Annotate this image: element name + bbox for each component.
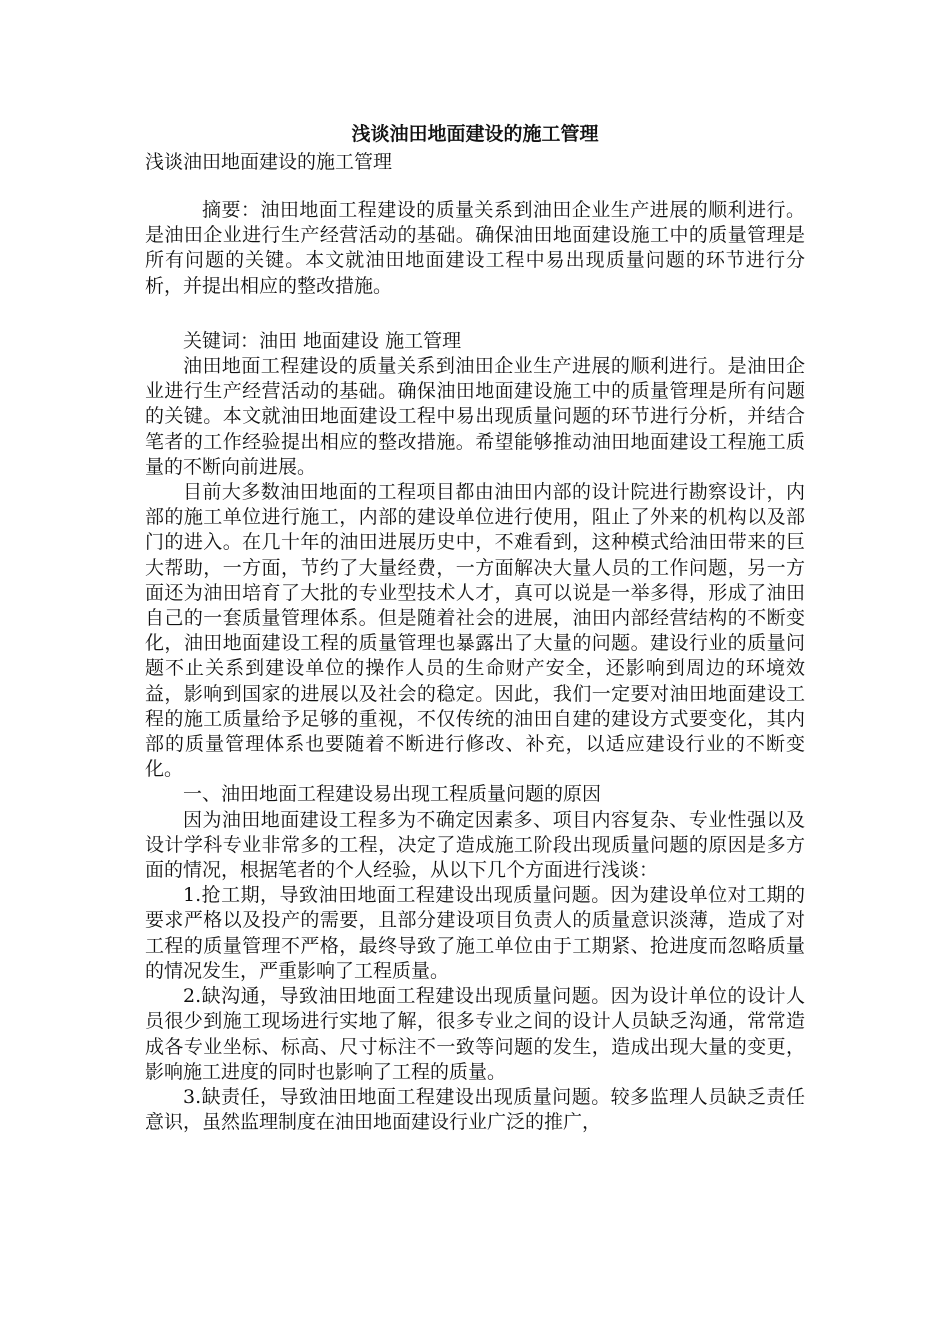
body-paragraph-background: 目前大多数油田地面的工程项目都由油田内部的设计院进行勘察设计，内部的施工单位进行施工，内部的建设单位进行使用，阻止了外来的机构以及部门的进入。在几十年的油田进展历史中，不难看到，这种模式给油田带来的巨大帮助，一方面，节约了大量经费，一方面解决大量人员的工作问题，另一方面还为油田培育了大批的专业型技术人才，真可以说是一举多得，形成了油田自己的一套质量管理体系。但是随着社会的进展，油田内部经营结构的不断变化，油田地面建设工程的质量管理也暴露出了大量的问题。建设行业的质量问题不止关系到建设单位的操作人员的生命财产安全，还影响到周边的环境效益，影响到国家的进展以及社会的稳定。因此，我们一定要对油田地面建设工程的施工质量给予足够的重视，不仅传统的油田自建的建设方式要变化，其内部的质量管理体系也要随着不断进行修改、补充，以适应建设行业的不断变化。 [145,481,805,781]
body-paragraph-causes: 因为油田地面建设工程多为不确定因素多、项目内容复杂、专业性强以及设计学科专业非常多的工程，决定了造成施工阶段出现质量问题的原因是多方面的情况，根据笔者的个人经验，从以下几个方面进行浅谈： [145,808,805,882]
body-paragraph-intro: 油田地面工程建设的质量关系到油田企业生产进展的顺利进行。是油田企业进行生产经营活动的基础。确保油田地面建设施工中的质量管理是所有问题的关键。本文就油田地面建设工程中易出现质量问题的环节进行分析，并结合笔者的工作经验提出相应的整改措施。希望能够推动油田地面建设工程施工质量的不断向前进展。 [145,355,805,478]
list-item-1: 1.抢工期，导致油田地面工程建设出现质量问题。因为建设单位对工期的要求严格以及投产的需要，且部分建设项目负责人的质量意识淡薄，造成了对工程的质量管理不严格，最终导致了施工单位由于工期紧、抢进度而忽略质量的情况发生，严重影响了工程质量。 [145,884,805,982]
document-subtitle: 浅谈油田地面建设的施工管理 [145,151,393,173]
document-title: 浅谈油田地面建设的施工管理 [351,123,599,145]
document-page [145,120,805,1135]
section-heading-1: 一、油田地面工程建设易出现工程质量问题的原因 [183,783,602,806]
keywords-line: 关键词：油田 地面建设 施工管理 [183,329,462,352]
list-item-3: 3.缺责任，导致油田地面工程建设出现质量问题。较多监理人员缺乏责任意识，虽然监理制度在油田地面建设行业广泛的推广， [145,1085,805,1134]
list-item-2: 2.缺沟通，导致油田地面工程建设出现质量问题。因为设计单位的设计人员很少到施工现场进行实地了解，很多专业之间的设计人员缺乏沟通，常常造成各专业坐标、标高、尺寸标注不一致等问题的发生，造成出现大量的变更，影响施工进度的同时也影响了工程的质量。 [145,985,805,1083]
abstract-paragraph: 摘要：油田地面工程建设的质量关系到油田企业生产进展的顺利进行。是油田企业进行生产经营活动的基础。确保油田地面建设施工中的质量管理是所有问题的关键。本文就油田地面建设工程中易出现质量问题的环节进行分析，并提出相应的整改措施。 [145,199,805,297]
